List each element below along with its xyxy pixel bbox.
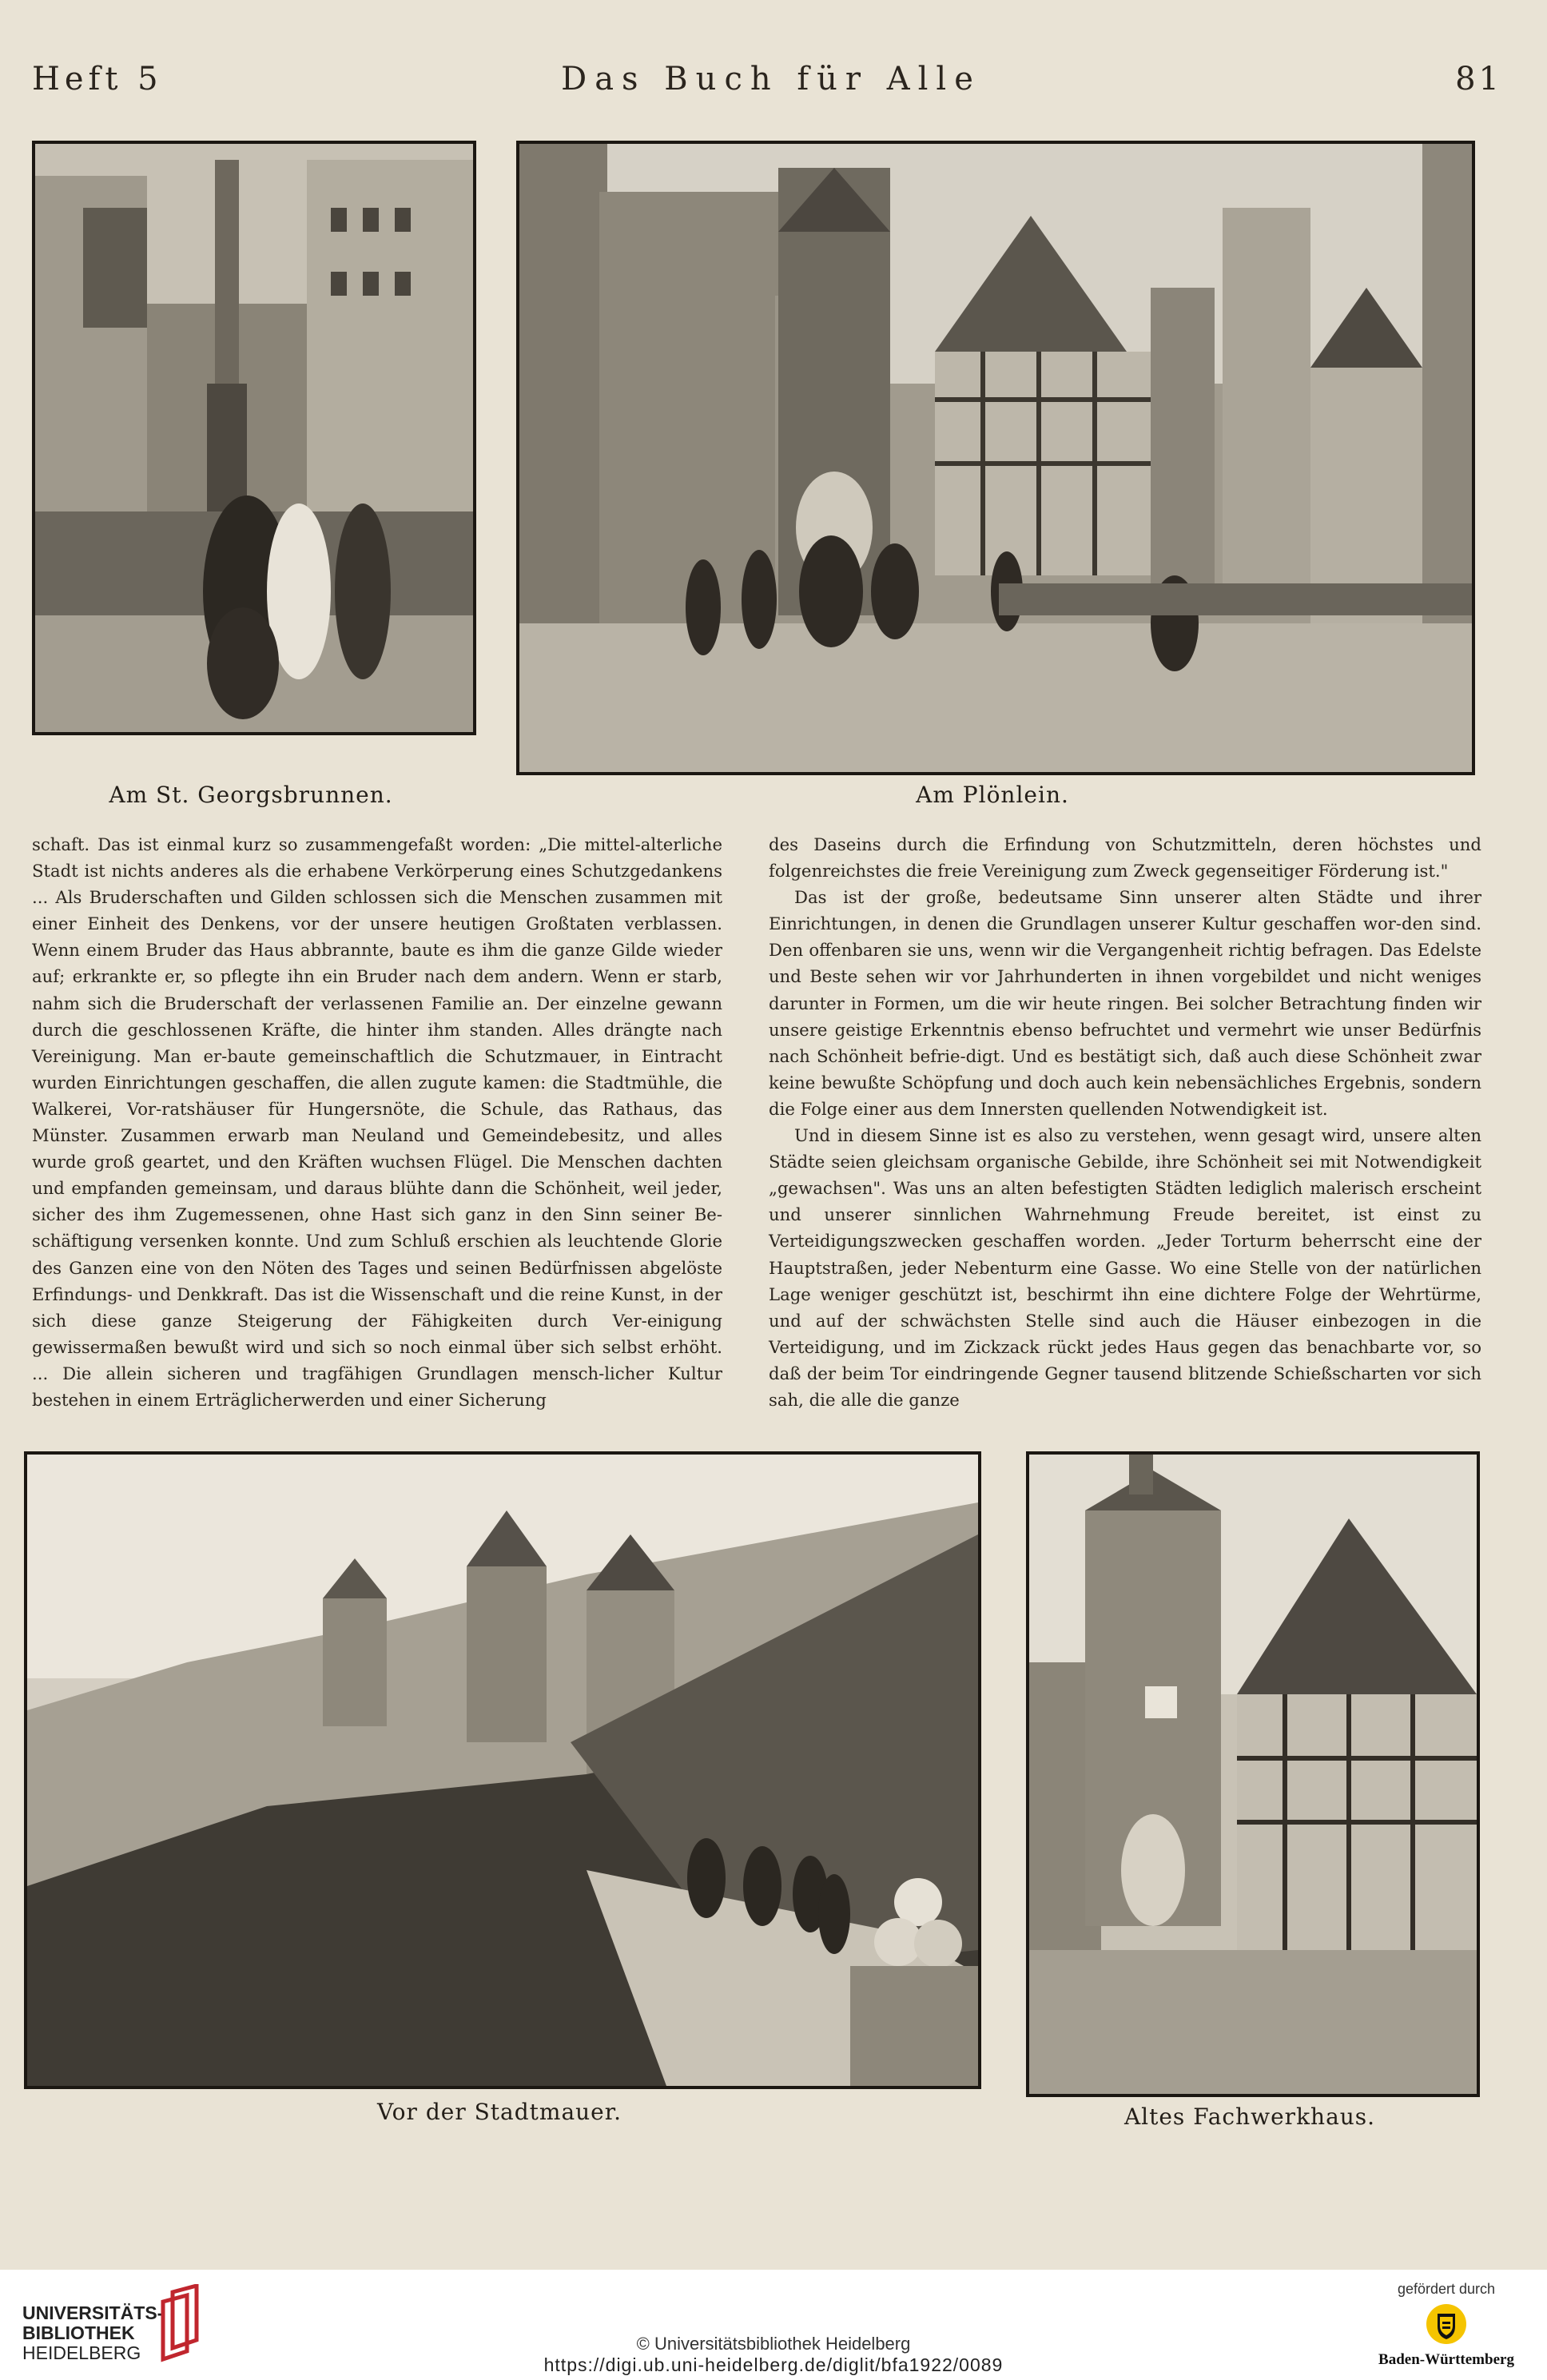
funded-by-label: gefördert durch — [1397, 2281, 1496, 2297]
caption-georgsbrunnen: Am St. Georgsbrunnen. — [109, 782, 393, 808]
photo-georgsbrunnen — [32, 141, 476, 735]
coat-of-arms-icon — [1425, 2302, 1468, 2346]
magazine-title: Das Buch für Alle — [561, 61, 981, 98]
state-name: Baden-Württemberg — [1378, 2351, 1514, 2368]
library-line: HEIDELBERG — [22, 2342, 141, 2363]
paragraph: des Daseins durch die Erfindung von Schutzmitteln, deren höchstes und folgenreichstes die freie Vereinigung zum Zweck gegenseitiger Förderung ist." — [769, 834, 1481, 882]
copyright-notice: © Universitätsbibliothek Heidelberg — [636, 2334, 911, 2354]
paragraph: Das ist der große, bedeutsame Sinn unserer alten Städte und ihrer Einrichtungen, in denen die Grundlagen unserer Kultur geschaffen wor-den sind. Den offenbaren sie uns, wenn wir die Vergangenheit richtig befragen. Das Edelste und Beste sehen wir vor Jahrhunderten in ihnen vorgebildet und nicht weniges darunter in Formen, um die wir heute ringen. Bei solcher Betrachtung finden wir unsere geistige Erkenntnis ebenso befruchtet und vermehrt wie unser Bedürfnis nach Schönheit befrie-digt. Und es bestätigt sich, daß auch diese Schönheit zwar keine bewußte Schöpfung und doch auch kein nebensächliches Ergebnis, sondern die Folge einer aus dem Innersten quellenden Notwendigkeit ist. — [769, 887, 1481, 1119]
caption-stadtmauer: Vor der Stadtmauer. — [377, 2099, 622, 2125]
funding-badge[interactable] — [1358, 2281, 1534, 2377]
photo-ploenlein — [516, 141, 1475, 775]
paragraph: schaft. Das ist einmal kurz so zusammengefaßt worden: „Die mittel-alterliche Stadt ist nichts anderes als die erhabene Verkörperung eines Schutzgedankens ... Als Bruderschaften und Gilden schlossen sich die Menschen zusammen mit einer Einheit des Denkens, vor der unsere heutigen Großtaten verblassen. Wenn einem Bruder das Haus abbrannte, baute es ihm die ganze Gilde wieder auf; erkrankte er, so pflegte ihn ein Bruder nach dem andern. Wenn er starb, nahm sich die Bruderschaft der verlassenen Familie an. Der einzelne gewann durch die geschlossenen Kräfte, die hinter ihm standen. Alles drängte nach Vereinigung. Man er-baute gemeinschaftlich die Schutzmauer, in Eintracht wurden Einrichtungen geschaffen, die allen zugute kamen: die Stadtmühle, die Walkerei, Vor-ratshäuser für Hungersnöte, die Schule, das Rathaus, das Münster. Zusammen erwarb man Neuland und Gemeindebesitz, und alles wurde groß geartet, und den Kräften wuchsen Flügel. Die Menschen dachten und empfanden gemeinsam, und daraus blühte dann die Schönheit, weil jeder, sicher des ihm Zugemessenen, ohne Hast sich ganz in den Sinn seiner Be-schäftigung versenken konnte. Und zum Schluß erschien als leuchtende Glorie des Ganzen eine von den Nöten des Tages und seinen Bedürfnissen abgelöste Erfindungs- und Denkkraft. Das ist die Wissenschaft und die reine Kunst, in der sich diese ganze Steigerung der Fähigkeiten durch Ver-einigung gewissermaßen bewußt wird und sich so noch einmal über sich selbst erhöht. ... Die allein sicheren und tragfähigen Grundlagen mensch-licher Kultur bestehen in einem Erträglicherwerden und einer Sicherung — [32, 834, 722, 1410]
text-column-left — [32, 831, 722, 1423]
text-column-right — [769, 831, 1481, 1423]
library-line: BIBLIOTHEK — [22, 2322, 135, 2343]
photo-stadtmauer — [24, 1451, 981, 2089]
caption-ploenlein: Am Plönlein. — [916, 782, 1069, 808]
permalink[interactable]: https://digi.ub.uni-heidelberg.de/diglit/bfa1922/0089 — [543, 2354, 1004, 2375]
library-line: UNIVERSITÄTS- — [22, 2302, 164, 2323]
library-footer — [0, 2270, 1547, 2380]
photo-fachwerkhaus — [1026, 1451, 1480, 2097]
paragraph: Und in diesem Sinne ist es also zu verstehen, wenn gesagt wird, unsere alten Städte seien gleichsam organische Gebilde, ihre Schönheit sei mit Notwendigkeit „gewachsen". Was uns an alten befestigten Städten lediglich malerisch erscheint und unserer sinnlichen Wahrnehmung Freude bereitet, ist einst zu Verteidigungszwecken geschaffen worden. „Jeder Torturm beherrscht eine der Hauptstraßen, jeder Nebenturm eine Gasse. Wo eine Stelle von der natürlichen Lage weniger geschützt ist, beschirmt ihn eine dichtere Folge der Wehrtürme, und auf der schwächsten Stelle sind auch die Häuser einbezogen in die Verteidigung, und im Zickzack rückt jedes Haus gegen das benachbarte vor, so daß der beim Tor eindringende Gegner tausend blitzende Schießscharten vor sich sah, die alle die ganze — [769, 1125, 1481, 1410]
caption-fachwerkhaus: Altes Fachwerkhaus. — [1123, 2103, 1376, 2130]
page-number: 81 — [1455, 61, 1502, 98]
page-header — [32, 54, 1510, 102]
issue-number: Heft 5 — [32, 61, 163, 98]
